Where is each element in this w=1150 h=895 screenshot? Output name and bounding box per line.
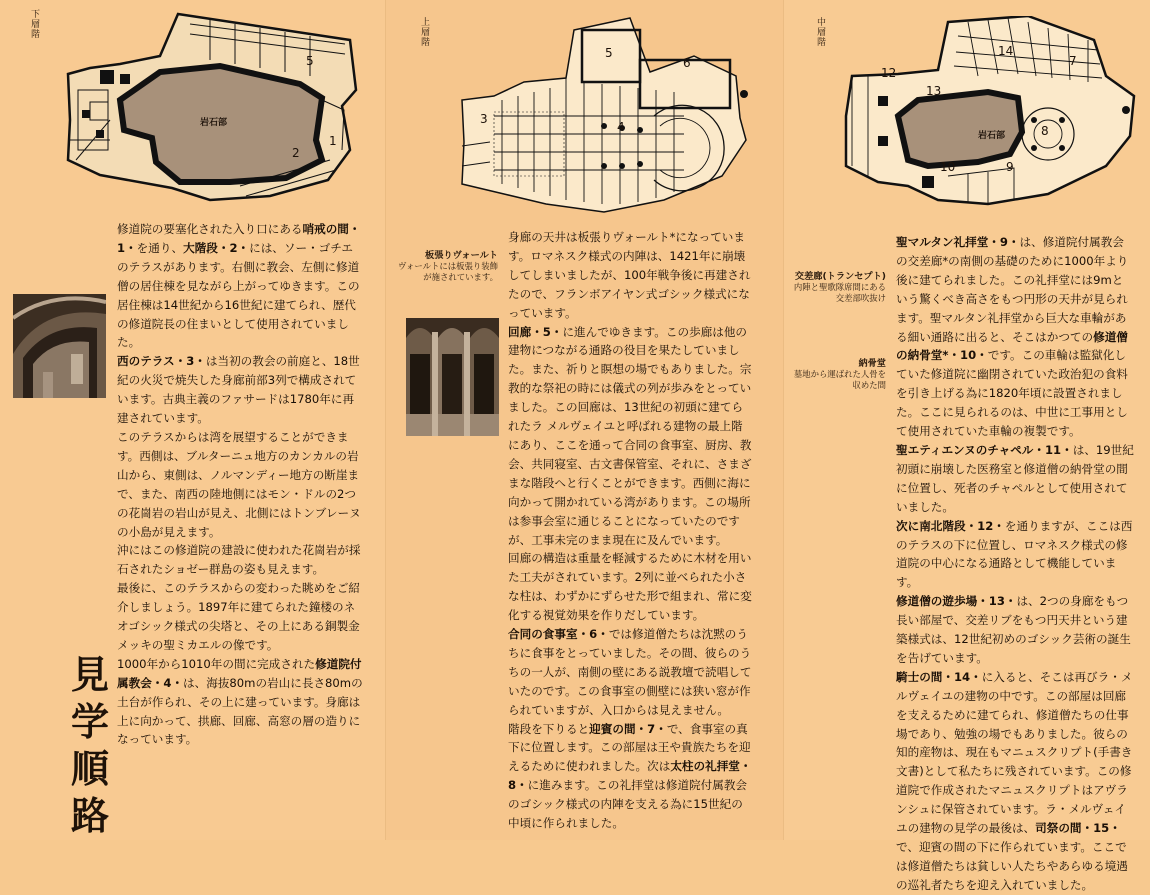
plan-num-middle-8: 8 — [1041, 124, 1049, 138]
panel-upper-floor — [386, 0, 784, 840]
plan-num-lower-2: 2 — [292, 146, 300, 160]
photo-cloister — [406, 318, 499, 436]
page-title-char-1: 見 — [70, 653, 109, 697]
floor-plan-middle — [838, 16, 1138, 216]
plan-num-middle-12: 12 — [881, 66, 897, 80]
floor-label-middle: 中層階 — [817, 18, 827, 48]
paragraph: 最後に、このテラスからの変わった眺めをご紹介しましょう。1897年に建てられた鐘楼のネオゴシック様式の尖塔と、その上にある銅製金メッキの聖ミカエルの像です。 — [117, 581, 361, 652]
plan-num-lower-1: 1 — [329, 134, 337, 148]
plan-num-lower-5: 5 — [306, 54, 314, 68]
plan-num-upper-4: 4 — [617, 120, 625, 134]
paragraph: 1000年から1010年の間に完成された修道院付属教会・4・は、海抜80mの岩山に長さ80mの土台が作られ、その上に建っています。身廊は上に向かって、拱廊、回廊、高窓の層の造りになっています。 — [117, 656, 363, 747]
paragraph: 沖にはこの修道院の建設に使われた花崗岩が採石されたショゼー群島の姿も見えます。 — [117, 543, 361, 577]
note-ossuary-title: 納骨堂 — [858, 358, 886, 369]
photo-west-terrace — [13, 294, 106, 398]
floor-plan-upper — [454, 16, 754, 216]
plan-num-upper-6: 6 — [683, 56, 691, 70]
note-vault — [392, 250, 498, 283]
plan-num-upper-3: 3 — [480, 112, 488, 126]
note-vault-text: ヴォールトには板張り装飾が施されています。 — [398, 261, 498, 282]
paragraph: 合同の食事室・6・では修道僧たちは沈黙のうちに食事をとっていました。その間、彼らのうちの一人が、南側の壁にある説教壇で読唱していたのです。この食事室の側壁には狭い窓が作られていますが、入口からは見えません。 — [508, 627, 752, 717]
floor-label-upper: 上層階 — [421, 18, 431, 48]
paragraph: 修道僧の遊歩場・13・は、2つの身廊をもつ長い部屋で、交差リブをもつ円天井という建築様式は、12世紀初めのゴシック芸術の誕生を告げています。 — [896, 594, 1131, 665]
page-title-char-2: 学 — [70, 700, 109, 744]
plan-num-middle-14: 14 — [998, 44, 1014, 58]
paragraph: 身廊の天井は板張りヴォールト*になっています。ロマネスク様式の内陣は、1421年に崩壊してしまいましたが、100年戦争後に再建されたので、フランボアイヤン式ゴシック様式になっています。 — [508, 230, 751, 320]
text-column-3 — [896, 233, 1134, 895]
paragraph: 次に南北階段・12・を通りますが、ここは西のテラスの下に位置し、ロマネスク様式の修道院の中心になる通路として機能しています。 — [896, 518, 1133, 590]
text-column-1 — [117, 220, 363, 749]
panel-middle-floor — [784, 0, 1150, 892]
plan-label-rock-lower: 岩石部 — [200, 118, 228, 128]
note-vault-title: 板張りヴォールト — [425, 250, 498, 261]
floor-label-lower: 下層階 — [31, 10, 41, 40]
note-ossuary-text: 墓地から運ばれた人骨を収めた間 — [793, 369, 886, 390]
text-column-2 — [508, 228, 752, 833]
plan-num-middle-10: 10 — [940, 160, 956, 174]
page-title — [68, 652, 112, 840]
plan-num-upper-5: 5 — [605, 46, 613, 60]
plan-num-middle-9: 9 — [1006, 160, 1014, 174]
note-transept-text: 内陣と聖歌隊席間にある交差部吹抜け — [793, 282, 886, 303]
plan-num-middle-7: 7 — [1069, 54, 1077, 68]
paragraph: 修道院の要塞化された入り口にある哨戒の間・1・を通り、大階段・2・には、ソー・ゴチエのテラスがあります。右側に教会、左側に修道僧の居住棟を見ながら上がってゆきます。この居住棟は14世紀から16世紀に建てられ、歴代の修道院長の住まいとして使用されていました。 — [117, 222, 361, 350]
note-transept-title: 交差廊(トランセプト) — [794, 271, 886, 282]
note-transept — [790, 271, 886, 304]
paragraph: 階段を下りると迎賓の間・7・で、食事室の真下に位置します。この部屋は王や貴族たちを迎えるために使われました。次は太柱の礼拝堂・8・に進みます。この礼拝堂は修道院付属教会のゴシック様式の内陣を支える為に15世紀の中頃に作られました。 — [508, 721, 752, 831]
paragraph: 回廊の構造は重量を軽減するために木材を用いた工夫がされています。2列に並べられた小さな柱は、わずかにずらせた形で組まれ、常に変化する視覚効果を作りだしています。 — [508, 551, 752, 623]
panel-lower-floor — [0, 0, 386, 840]
paragraph: 聖エティエンヌのチャペル・11・は、19世紀初頭に崩壊した医務室と修道僧の納骨堂の間に位置し、死者のチャペルとして使用されていました。 — [896, 442, 1134, 514]
page-title-char-3: 順 — [70, 747, 109, 791]
paragraph: このテラスからは湾を展望することができます。西側は、ブルターニュ地方のカンカルの岩山から、東側は、ノルマンディー地方の断崖まで、また、南西の陸地側にはモン・ドルの2つの花崗岩の岩山が見え、北側にはトンブレーヌの小島が見えます。 — [117, 429, 361, 539]
floor-plan-lower — [60, 10, 370, 210]
paragraph: 西のテラス・3・は当初の教会の前庭と、18世紀の火災で焼失した身廊前部3列で構成されています。古典主義のファサードは1780年に再建されています。 — [117, 354, 360, 426]
plan-num-middle-13: 13 — [926, 84, 942, 98]
paragraph: 回廊・5・に進んでゆきます。この歩廊は他の建物につながる通路の役目を果たしていました。また、祈りと瞑想の場でもありました。宗教的な祭祀の時には儀式の列が歩みをとっていました。この回廊は、13世紀の初頭に建てられたラ メルヴェイユと呼ばれる建物の最上階にあり、ここを通って合同の食事室、厨房、教会、共同寝室、古文書保管室、それに、さまざまな階段へと行くことができます。西側に海に向かって開かれている湾があります。この場所は参事会室に通じることになっていたのですが、工事未完のまま現在に及んでいます。 — [508, 324, 752, 547]
note-ossuary — [790, 358, 886, 391]
paragraph: 騎士の間・14・に入ると、そこは再びラ・メルヴェイユの建物の中です。この部屋は回廊を支えるために建てられ、修道僧たちの仕事場であり、勉強の場でもありました。彼らの知的産物は、現在もマニュスクリプト(手書き文書)として私たちに残されています。この修道院で作成されたマニュスクリプトはアヴランシュに保管されています。ラ・メルヴェイユの建物の見学の最後は、司祭の間・15・で、迎賓の間の下に作られています。ここでは修道僧たちは貧しい人たちやあらゆる境遇の巡礼者たちを迎え入れていました。 — [896, 669, 1133, 892]
page-title-char-4: 路 — [70, 794, 109, 838]
paragraph: 聖マルタン礼拝堂・9・は、修道院付属教会の交差廊*の南側の基礎のために1000年より後に建てられました。この礼拝堂には9mという驚くべき高さをもつ円形の天井が見られます。聖マルタン礼拝堂から巨大な車輪がある細い通路に出ると、そこはかつての修道僧の納骨堂*・10・です。この車輪は監獄化していた修道院に幽閉されていた政治犯の食料を引き上げる為に1820年頃に設置されました。ここに見られるのは、中世に工事用として使用されていた車輪の複製です。 — [896, 235, 1129, 439]
plan-label-rock-middle: 岩石部 — [978, 131, 1006, 141]
